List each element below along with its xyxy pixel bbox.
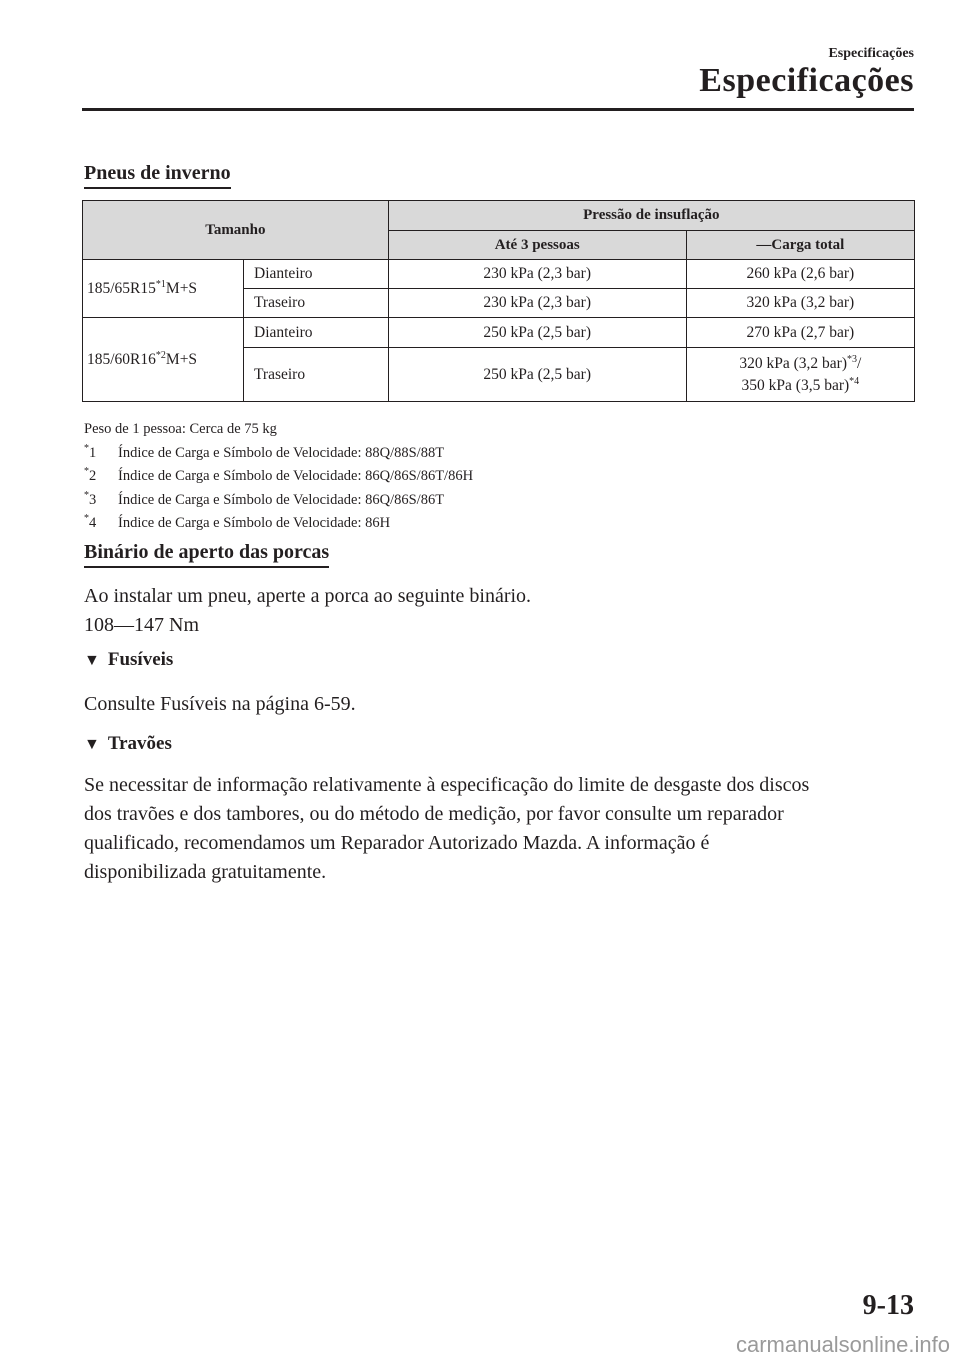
position-cell: Traseiro: [244, 289, 389, 318]
brakes-heading: ▼ Travões: [84, 733, 172, 754]
torque-title: Binário de aperto das porcas: [84, 541, 329, 568]
brakes-line: disponibilizada gratuitamente.: [84, 861, 327, 883]
header-section-small: Especificações: [828, 46, 914, 61]
col-header-pressure: Pressão de insuflação: [388, 201, 914, 231]
col-header-full-load: ―Carga total: [686, 231, 914, 260]
torque-instruction: Ao instalar um pneu, aperte a porca ao seguinte binário.: [84, 585, 532, 607]
fuses-text: Consulte Fusíveis na página 6-59.: [84, 693, 356, 715]
triangle-down-icon: ▼: [84, 652, 100, 669]
pressure-cell: 250 kPa (2,5 bar): [388, 318, 686, 348]
table-row: [83, 260, 915, 289]
pressure-cell: 320 kPa (3,2 bar)$^{*3}$/ 350 kPa (3,5 bar)$^{*4}$: [686, 348, 914, 402]
tire-size-cell: $185/65R15^{*1}M+S$: [83, 260, 244, 318]
pressure-cell: 320 kPa (3,2 bar): [686, 289, 914, 318]
footnote: *2 Índice de Carga e Símbolo de Velocidade: 86Q/86S/86T/86H: [84, 466, 474, 484]
brakes-line: dos travões e dos tambores, ou do método de medição, por favor consulte um reparador: [84, 803, 784, 825]
page-number: 9-13: [862, 1290, 914, 1321]
pressure-cell: 270 kPa (2,7 bar): [686, 318, 914, 348]
winter-tire-pressure-table: [82, 200, 915, 402]
table-row: [83, 318, 915, 348]
position-cell: Dianteiro: [244, 260, 389, 289]
header-section-title: Especificações: [699, 62, 914, 99]
pressure-cell: 230 kPa (2,3 bar): [388, 260, 686, 289]
triangle-down-icon: ▼: [84, 736, 100, 753]
fuses-heading: ▼ Fusíveis: [84, 649, 174, 670]
footnote: *4 Índice de Carga e Símbolo de Velocidade: 86H: [84, 513, 391, 531]
brakes-line: qualificado, recomendamos um Reparador Autorizado Mazda. A informação é: [84, 832, 710, 854]
pressure-cell: 250 kPa (2,5 bar): [388, 348, 686, 402]
footnote: *1 Índice de Carga e Símbolo de Velocidade: 88Q/88S/88T: [84, 442, 445, 461]
torque-value: 108―147 Nm: [84, 614, 199, 636]
col-header-up-to-3: Até 3 pessoas: [388, 231, 686, 260]
winter-tires-title: Pneus de inverno: [84, 162, 231, 189]
header-rule: [82, 108, 914, 111]
brakes-line: Se necessitar de informação relativamente à especificação do limite de desgaste dos discos: [84, 774, 810, 796]
col-header-size: Tamanho: [83, 201, 389, 260]
table-notes: [84, 418, 473, 536]
torque-text: [84, 582, 531, 640]
watermark: carmanualsonline.info: [735, 1332, 950, 1357]
pressure-cell: 230 kPa (2,3 bar): [388, 289, 686, 318]
pressure-cell: 260 kPa (2,6 bar): [686, 260, 914, 289]
person-weight-note: Peso de 1 pessoa: Cerca de 75 kg: [84, 421, 277, 437]
brakes-text: [84, 771, 809, 887]
position-cell: Dianteiro: [244, 318, 389, 348]
footnote: *3 Índice de Carga e Símbolo de Velocidade: 86Q/86S/86T: [84, 489, 445, 508]
position-cell: Traseiro: [244, 348, 389, 402]
tire-size-cell: $185/60R16^{*2}M+S$: [83, 318, 244, 402]
